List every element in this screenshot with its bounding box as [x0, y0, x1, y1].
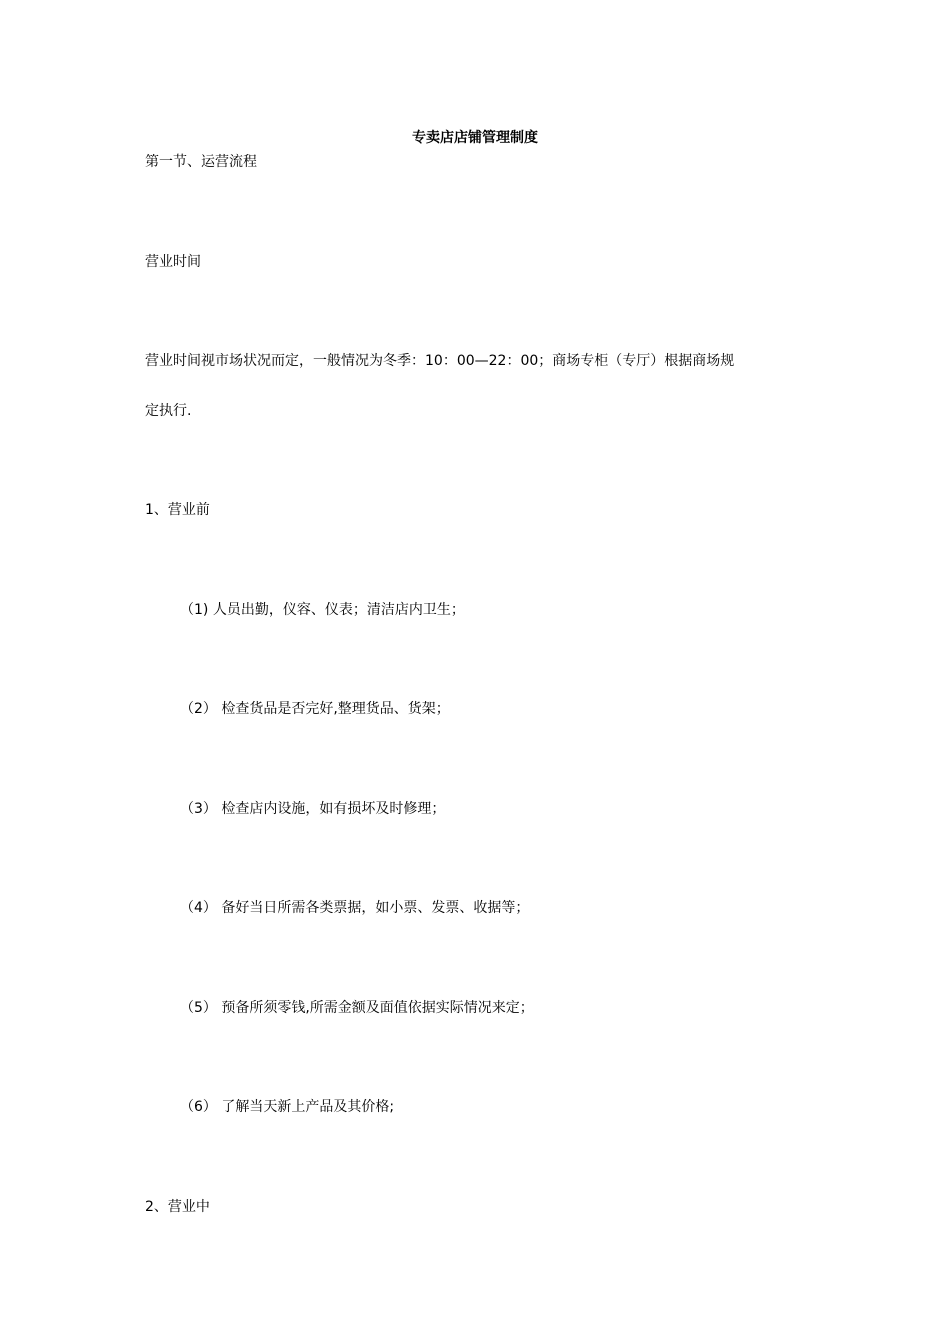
list-item: （2） 检查货品是否完好,整理货品、货架；	[180, 701, 450, 717]
document-title: 专卖店店铺管理制度	[412, 130, 538, 146]
list-item: （1) 人员出勤，仪容、仪表；清洁店内卫生；	[180, 602, 465, 618]
list-item: （3） 检查店内设施，如有损坏及时修理；	[180, 801, 446, 817]
business-hours-text-line2: 定执行.	[145, 403, 192, 419]
section-heading: 第一节、运营流程	[145, 154, 257, 170]
before-business-heading: 1、营业前	[145, 502, 210, 518]
list-item: （4） 备好当日所需各类票据，如小票、发票、收据等；	[180, 900, 530, 916]
business-hours-heading: 营业时间	[145, 254, 201, 270]
during-business-heading: 2、营业中	[145, 1199, 210, 1215]
list-item: （6） 了解当天新上产品及其价格;	[180, 1099, 395, 1115]
list-item: （5） 预备所须零钱,所需金额及面值依据实际情况来定；	[180, 1000, 534, 1016]
business-hours-text-line1: 营业时间视市场状况而定，一般情况为冬季：10：00—22：00；商场专柜（专厅）根据商场规	[145, 353, 735, 369]
